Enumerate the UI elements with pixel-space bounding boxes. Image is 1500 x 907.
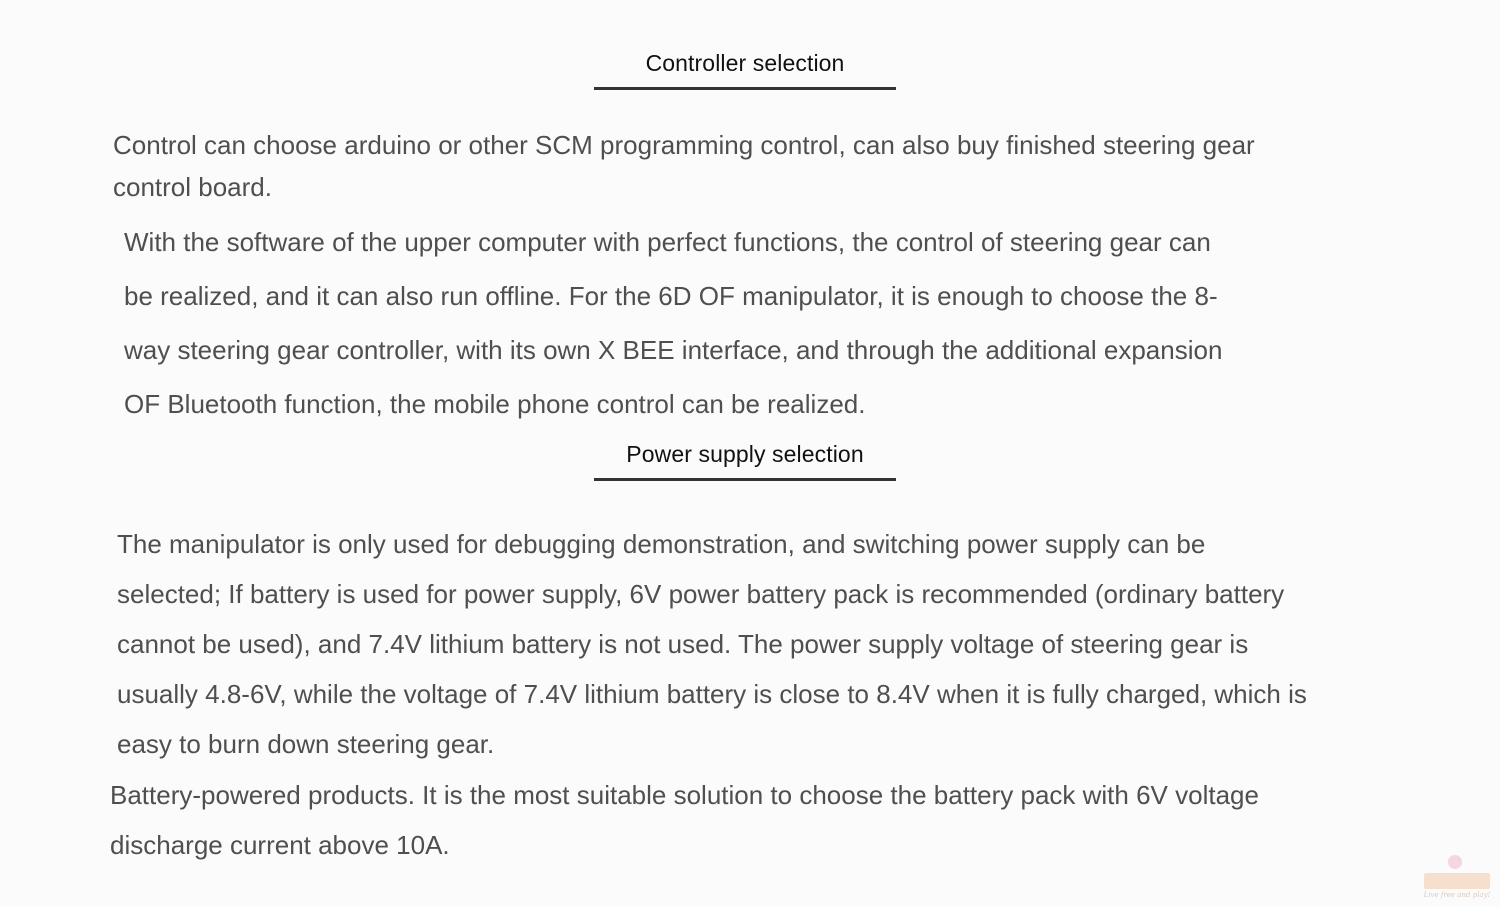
- text-line: discharge current above 10A.: [110, 830, 450, 860]
- store-logo-icon: [1420, 851, 1494, 903]
- text-line: control board.: [113, 172, 272, 202]
- text-line: usually 4.8-6V, while the voltage of 7.4V lithium battery is close to 8.4V when it is fully charged, which is: [117, 679, 1307, 709]
- logo-face-icon: [1448, 855, 1462, 869]
- controller-selection-heading: Controller selection: [645, 50, 845, 76]
- text-line: With the software of the upper computer with perfect functions, the control of steering gear can: [124, 227, 1211, 257]
- controller-detail-paragraph: [124, 215, 1222, 431]
- controller-intro-paragraph: [113, 124, 1255, 208]
- text-line: way steering gear controller, with its own X BEE interface, and through the additional expansion: [124, 335, 1223, 365]
- text-line: easy to burn down steering gear.: [117, 729, 495, 759]
- battery-paragraph: [110, 770, 1259, 870]
- power-detail-paragraph: [117, 519, 1307, 769]
- power-supply-selection-heading: Power supply selection: [626, 441, 864, 467]
- heading-underline: [594, 478, 896, 481]
- text-line: be realized, and it can also run offline. For the 6D OF manipulator, it is enough to choose the 8-: [124, 281, 1218, 311]
- logo-banner: [1424, 873, 1490, 889]
- heading-underline: [594, 87, 896, 90]
- text-line: The manipulator is only used for debugging demonstration, and switching power supply can be: [117, 529, 1206, 559]
- text-line: OF Bluetooth function, the mobile phone control can be realized.: [124, 389, 866, 419]
- logo-tagline: Live free and play!: [1423, 891, 1491, 899]
- text-line: cannot be used), and 7.4V lithium battery is not used. The power supply voltage of steering gear is: [117, 629, 1249, 659]
- text-line: Control can choose arduino or other SCM programming control, can also buy finished steering gear: [113, 130, 1255, 160]
- text-line: selected; If battery is used for power supply, 6V power battery pack is recommended (ordinary battery: [117, 579, 1285, 609]
- text-line: Battery-powered products. It is the most suitable solution to choose the battery pack with 6V voltage: [110, 780, 1259, 810]
